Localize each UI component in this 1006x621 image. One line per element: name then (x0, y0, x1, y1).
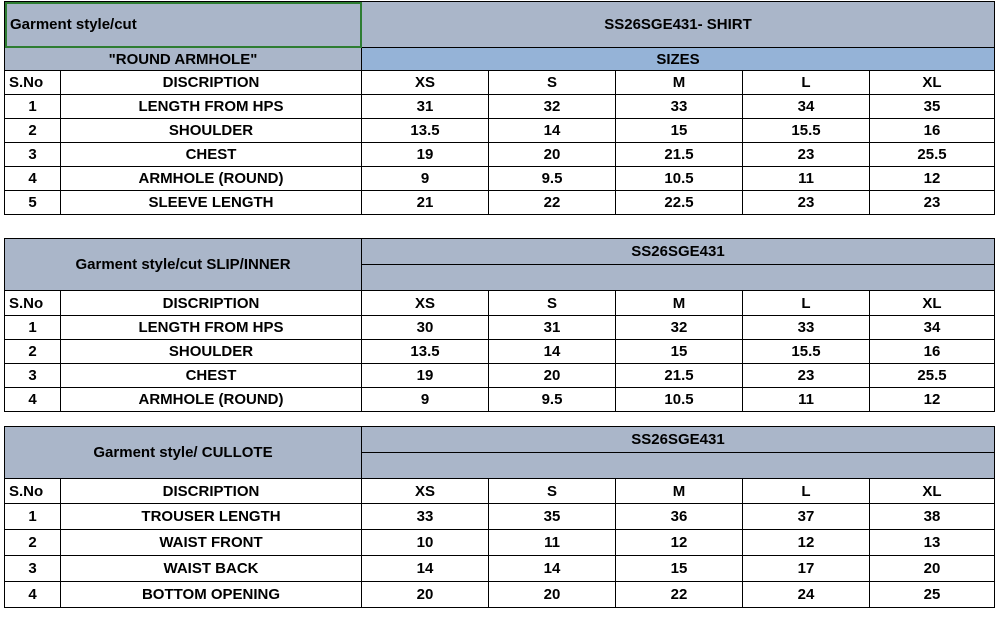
slip-style-code: SS26SGE431 (631, 243, 725, 260)
value-cell[interactable]: 31 (362, 95, 489, 119)
cullote-column-header-row (5, 479, 995, 504)
row-description[interactable]: ARMHOLE (ROUND) (61, 167, 362, 191)
value-cell[interactable]: 9.5 (489, 388, 616, 412)
slip-column-header-row (5, 291, 995, 316)
value-cell[interactable]: 10.5 (616, 167, 743, 191)
value-cell[interactable]: 22.5 (616, 191, 743, 215)
slip-size-xs[interactable]: XS (362, 291, 489, 316)
shirt-col-desc[interactable]: DISCRIPTION (61, 71, 362, 95)
value-cell[interactable]: 12 (743, 530, 870, 556)
value-cell[interactable]: 15 (616, 119, 743, 143)
row-description[interactable]: WAIST FRONT (61, 530, 362, 556)
value-cell[interactable]: 23 (870, 191, 995, 215)
row-description[interactable]: CHEST (61, 143, 362, 167)
cullote-style-code-cell[interactable] (362, 427, 995, 453)
cullote-style-code: SS26SGE431 (631, 431, 725, 448)
shirt-size-s[interactable]: S (489, 71, 616, 95)
row-description[interactable]: CHEST (61, 364, 362, 388)
value-cell[interactable]: 23 (743, 191, 870, 215)
value-cell[interactable]: 11 (743, 388, 870, 412)
cullote-size-s[interactable]: S (489, 479, 616, 504)
value-cell[interactable]: 10 (362, 530, 489, 556)
value-cell[interactable]: 21.5 (616, 143, 743, 167)
value-cell[interactable]: 14 (489, 119, 616, 143)
value-cell[interactable]: 20 (870, 556, 995, 582)
table-row (5, 95, 995, 119)
value-cell[interactable]: 19 (362, 143, 489, 167)
row-description[interactable]: SHOULDER (61, 340, 362, 364)
value-cell[interactable]: 20 (362, 582, 489, 608)
value-cell[interactable]: 25.5 (870, 364, 995, 388)
value-cell[interactable]: 30 (362, 316, 489, 340)
cullote-style-label-cell[interactable] (5, 427, 362, 479)
shirt-size-l[interactable]: L (743, 71, 870, 95)
row-number[interactable]: 4 (5, 167, 61, 191)
row-description[interactable]: LENGTH FROM HPS (61, 95, 362, 119)
table-row (5, 582, 995, 608)
slip-style-label: Garment style/cut SLIP/INNER (75, 256, 291, 273)
row-number[interactable]: 4 (5, 388, 61, 412)
value-cell[interactable]: 14 (489, 556, 616, 582)
value-cell[interactable]: 12 (870, 388, 995, 412)
value-cell[interactable]: 25 (870, 582, 995, 608)
shirt-style-code-cell[interactable] (362, 2, 995, 48)
table-row (5, 556, 995, 582)
value-cell[interactable]: 12 (616, 530, 743, 556)
value-cell[interactable]: 12 (870, 167, 995, 191)
value-cell[interactable]: 21.5 (616, 364, 743, 388)
value-cell[interactable]: 13.5 (362, 340, 489, 364)
value-cell[interactable]: 15.5 (743, 119, 870, 143)
row-description[interactable]: WAIST BACK (61, 556, 362, 582)
row-number[interactable]: 2 (5, 530, 61, 556)
slip-style-code-cell[interactable] (362, 239, 995, 265)
row-description[interactable]: TROUSER LENGTH (61, 504, 362, 530)
row-description[interactable]: SHOULDER (61, 119, 362, 143)
table-row (5, 364, 995, 388)
value-cell[interactable]: 35 (870, 95, 995, 119)
value-cell[interactable]: 20 (489, 364, 616, 388)
value-cell[interactable]: 33 (616, 95, 743, 119)
table-row (5, 504, 995, 530)
value-cell[interactable]: 15.5 (743, 340, 870, 364)
cullote-spec-table (4, 426, 995, 608)
shirt-col-sno[interactable]: S.No (5, 71, 61, 95)
value-cell[interactable]: 34 (870, 316, 995, 340)
row-number[interactable]: 5 (5, 191, 61, 215)
slip-size-s[interactable]: S (489, 291, 616, 316)
value-cell[interactable]: 31 (489, 316, 616, 340)
row-number[interactable]: 2 (5, 119, 61, 143)
value-cell[interactable]: 11 (743, 167, 870, 191)
shirt-size-xl[interactable]: XL (870, 71, 995, 95)
row-number[interactable]: 3 (5, 364, 61, 388)
shirt-style-label-cell[interactable] (5, 2, 362, 48)
table-row (5, 530, 995, 556)
value-cell[interactable]: 15 (616, 556, 743, 582)
value-cell[interactable]: 24 (743, 582, 870, 608)
value-cell[interactable]: 10.5 (616, 388, 743, 412)
shirt-style-code: SS26SGE431- SHIRT (604, 16, 752, 33)
slip-style-label-cell[interactable] (5, 239, 362, 291)
value-cell[interactable]: 14 (489, 340, 616, 364)
value-cell[interactable]: 9.5 (489, 167, 616, 191)
cullote-style-label: Garment style/ CULLOTE (93, 444, 273, 461)
table-row (5, 167, 995, 191)
cullote-size-l[interactable]: L (743, 479, 870, 504)
value-cell[interactable]: 16 (870, 119, 995, 143)
value-cell[interactable]: 13 (870, 530, 995, 556)
cullote-size-xs[interactable]: XS (362, 479, 489, 504)
shirt-size-m[interactable]: M (616, 71, 743, 95)
row-description[interactable]: LENGTH FROM HPS (61, 316, 362, 340)
value-cell[interactable]: 11 (489, 530, 616, 556)
value-cell[interactable]: 16 (870, 340, 995, 364)
value-cell[interactable]: 13.5 (362, 119, 489, 143)
shirt-cut-label-cell[interactable] (5, 48, 362, 71)
value-cell[interactable]: 34 (743, 95, 870, 119)
table-row (5, 119, 995, 143)
value-cell[interactable]: 23 (743, 143, 870, 167)
cullote-size-xl[interactable]: XL (870, 479, 995, 504)
table-row (5, 340, 995, 364)
value-cell[interactable]: 35 (489, 504, 616, 530)
shirt-sizes-label: SIZES (656, 50, 700, 68)
table-row (5, 143, 995, 167)
shirt-cut-label: "ROUND ARMHOLE" (108, 50, 258, 68)
slip-size-l[interactable]: L (743, 291, 870, 316)
row-number[interactable]: 1 (5, 504, 61, 530)
shirt-style-label: Garment style/cut (10, 16, 137, 33)
row-number[interactable]: 3 (5, 556, 61, 582)
value-cell[interactable]: 33 (743, 316, 870, 340)
value-cell[interactable]: 32 (616, 316, 743, 340)
value-cell[interactable]: 33 (362, 504, 489, 530)
slip-size-m[interactable]: M (616, 291, 743, 316)
slip-size-xl[interactable]: XL (870, 291, 995, 316)
cullote-col-desc[interactable]: DISCRIPTION (61, 479, 362, 504)
slip-empty-header-cell[interactable] (362, 265, 995, 291)
value-cell[interactable]: 36 (616, 504, 743, 530)
row-description[interactable]: BOTTOM OPENING (61, 582, 362, 608)
row-description[interactable]: SLEEVE LENGTH (61, 191, 362, 215)
value-cell[interactable]: 20 (489, 582, 616, 608)
value-cell[interactable]: 9 (362, 167, 489, 191)
value-cell[interactable]: 38 (870, 504, 995, 530)
value-cell[interactable]: 32 (489, 95, 616, 119)
value-cell[interactable]: 19 (362, 364, 489, 388)
shirt-size-xs[interactable]: XS (362, 71, 489, 95)
value-cell[interactable]: 22 (489, 191, 616, 215)
value-cell[interactable]: 9 (362, 388, 489, 412)
row-number[interactable]: 3 (5, 143, 61, 167)
value-cell[interactable]: 22 (616, 582, 743, 608)
cullote-empty-header-cell[interactable] (362, 453, 995, 479)
value-cell[interactable]: 25.5 (870, 143, 995, 167)
value-cell[interactable]: 20 (489, 143, 616, 167)
shirt-sizes-label-cell[interactable] (362, 48, 995, 71)
value-cell[interactable]: 37 (743, 504, 870, 530)
value-cell[interactable]: 21 (362, 191, 489, 215)
row-number[interactable]: 2 (5, 340, 61, 364)
row-number[interactable]: 1 (5, 316, 61, 340)
shirt-column-header-row (5, 71, 995, 95)
table-row (5, 316, 995, 340)
value-cell[interactable]: 15 (616, 340, 743, 364)
row-number[interactable]: 1 (5, 95, 61, 119)
value-cell[interactable]: 14 (362, 556, 489, 582)
row-description[interactable]: ARMHOLE (ROUND) (61, 388, 362, 412)
table-row (5, 191, 995, 215)
cullote-size-m[interactable]: M (616, 479, 743, 504)
slip-spec-table (4, 238, 995, 412)
table-row (5, 388, 995, 412)
shirt-spec-table (4, 1, 995, 215)
slip-col-desc[interactable]: DISCRIPTION (61, 291, 362, 316)
value-cell[interactable]: 23 (743, 364, 870, 388)
value-cell[interactable]: 17 (743, 556, 870, 582)
cullote-col-sno[interactable]: S.No (5, 479, 61, 504)
row-number[interactable]: 4 (5, 582, 61, 608)
slip-col-sno[interactable]: S.No (5, 291, 61, 316)
